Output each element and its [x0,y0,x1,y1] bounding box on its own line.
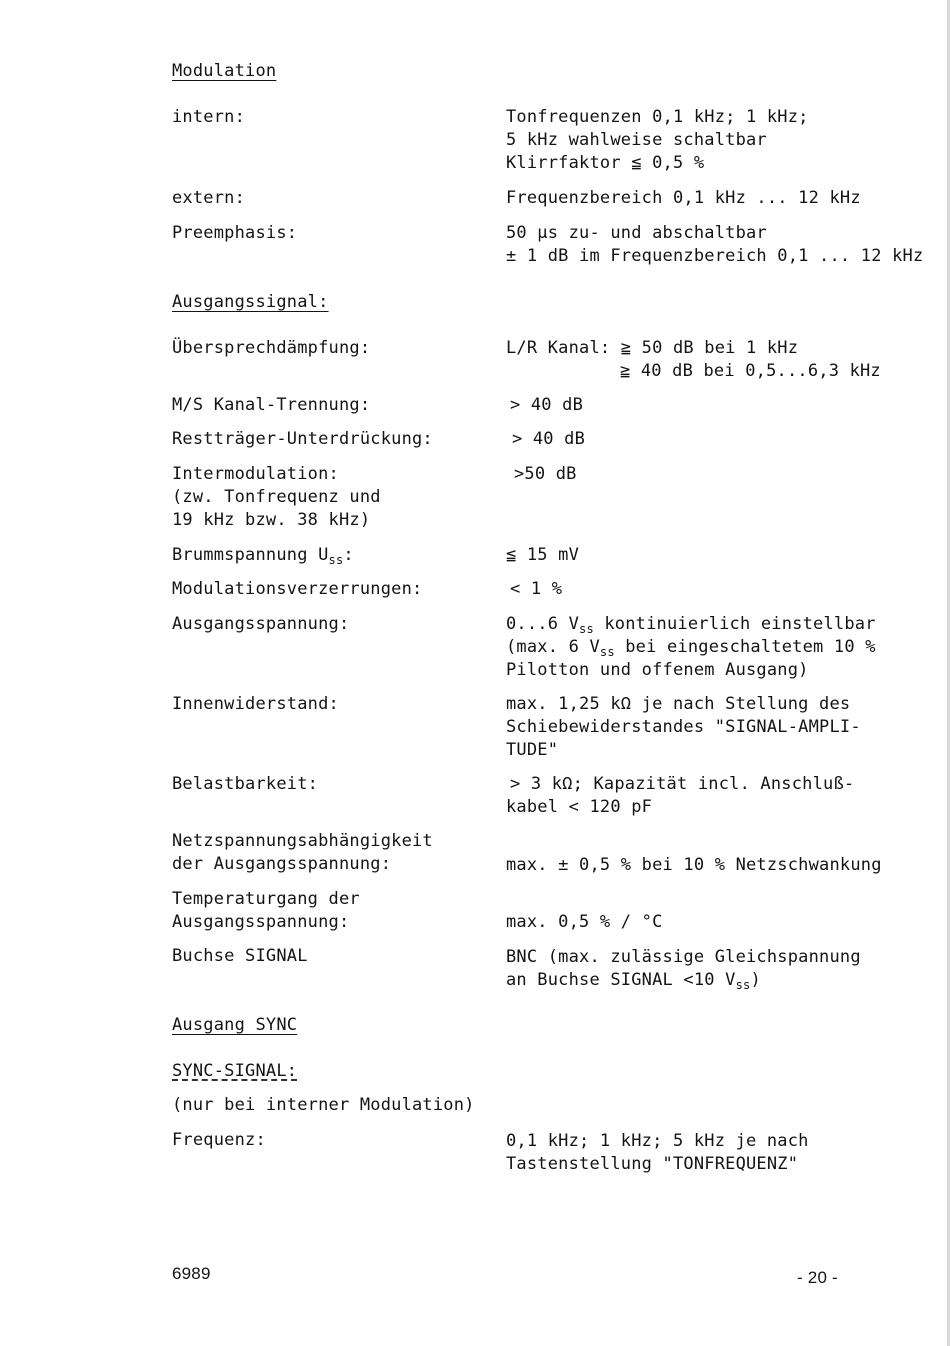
label-intermodulation-2: (zw. Tonfrequenz und [172,487,381,507]
value-ausgangsspannung-1: 0...6 $V_{ss}$ kontinuierlich einstellbar [506,614,876,636]
value-ausgangsspannung-3: Pilotton und offenem Ausgang) [506,660,809,680]
label-preemphasis: Preemphasis: [172,223,298,243]
value-uebersprechdaempfung-1: L/R Kanal: ≧ 50 dB bei 1 kHz [506,338,799,358]
value-belastbarkeit-2: kabel < 120 pF [506,797,653,817]
value-intermodulation: >50 dB [514,464,577,484]
value-uebersprechdaempfung-2: ≧ 40 dB bei 0,5...6,3 kHz [620,361,881,381]
value-intern-3: Klirrfaktor ≦ 0,5 % [506,153,705,173]
heading-modulation: Modulation [172,61,277,81]
value-ausgangsspannung-2: (max. 6 $V_{ss}$ bei eingeschaltetem 10 % [506,637,876,659]
value-innenwiderstand-3: TUDE" [506,740,559,760]
document-number: 6989 [172,1264,211,1283]
value-netzspannungsabhaengigkeit: max. ± 0,5 % bei 10 % Netzschwankung [506,855,882,875]
value-preemphasis-2: ± 1 dB im Frequenzbereich 0,1 ... 12 kHz [506,246,924,266]
subheading-sync-signal: SYNC-SIGNAL: [172,1061,298,1081]
page-number: - 20 - [797,1268,838,1287]
heading-ausgangssignal: Ausgangssignal: [172,292,329,312]
label-resttraeger: Restträger-Unterdrückung: [172,429,433,449]
label-netzspannungsabhaengigkeit-2: der Ausgangsspannung: [172,854,392,874]
label-frequenz: Frequenz: [172,1130,266,1150]
value-frequenz-1: 0,1 kHz; 1 kHz; 5 kHz je nach [506,1131,809,1151]
value-intern-1: Tonfrequenzen 0,1 kHz; 1 kHz; [506,107,809,127]
value-temperaturgang: max. 0,5 % / °C [506,912,663,932]
label-extern: extern: [172,188,246,208]
value-innenwiderstand-2: Schiebewiderstandes "SIGNAL-AMPLI- [506,717,861,737]
label-intermodulation-3: 19 kHz bzw. 38 kHz) [172,510,371,530]
value-intern-2: 5 kHz wahlweise schaltbar [506,130,767,150]
label-temperaturgang-1: Temperaturgang der [172,889,360,909]
label-intermodulation-1: Intermodulation: [172,464,339,484]
label-modulationsverzerrungen: Modulationsverzerrungen: [172,579,423,599]
value-buchse-signal-1: BNC (max. zulässige Gleichspannung [506,947,861,967]
value-modulationsverzerrungen: < 1 % [510,579,563,599]
label-ausgangsspannung: Ausgangsspannung: [172,614,350,634]
label-brummspannung: Brummspannung $U_{ss}$: [172,545,354,567]
value-brummspannung: ≦ 15 mV [506,545,580,565]
note-interne-modulation: (nur bei interner Modulation) [172,1095,475,1115]
value-ms-kanal-trennung: > 40 dB [510,395,584,415]
value-extern: Frequenzbereich 0,1 kHz ... 12 kHz [506,188,861,208]
label-netzspannungsabhaengigkeit-1: Netzspannungsabhängigkeit [172,831,433,851]
label-innenwiderstand: Innenwiderstand: [172,694,339,714]
value-preemphasis-1: 50 µs zu- und abschaltbar [506,223,767,243]
label-temperaturgang-2: Ausgangsspannung: [172,912,350,932]
value-frequenz-2: Tastenstellung "TONFREQUENZ" [506,1154,799,1174]
value-belastbarkeit-1: > 3 kΩ; Kapazität incl. Anschluß- [510,774,855,794]
value-resttraeger: > 40 dB [512,429,586,449]
value-buchse-signal-2: an Buchse SIGNAL <10 $V_{ss}$) [506,970,761,992]
label-buchse-signal: Buchse SIGNAL [172,946,308,966]
value-innenwiderstand-1: max. 1,25 kΩ je nach Stellung des [506,694,851,714]
label-uebersprechdaempfung: Übersprechdämpfung: [172,338,371,358]
label-intern: intern: [172,107,246,127]
heading-ausgang-sync: Ausgang SYNC [172,1015,298,1035]
label-belastbarkeit: Belastbarkeit: [172,774,319,794]
label-ms-kanal-trennung: M/S Kanal-Trennung: [172,395,371,415]
